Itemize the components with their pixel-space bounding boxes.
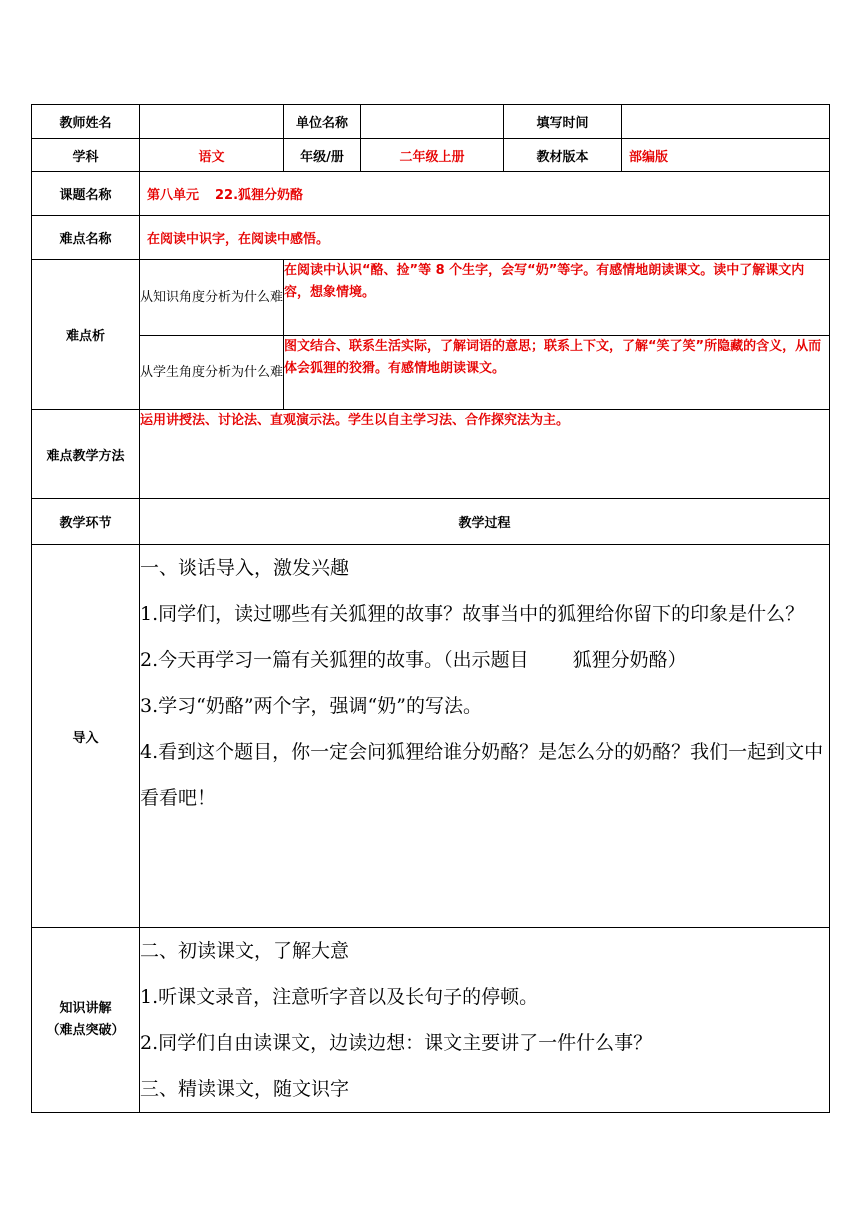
unit-name-label: 单位名称	[284, 105, 361, 139]
student-angle-value: 图文结合、联系生活实际，了解词语的意思；联系上下文，了解“笑了笑”所隐藏的含义，从而体会狐狸的狡猾。有感情地朗读课文。	[284, 336, 830, 410]
knowledge-row	[32, 928, 830, 1113]
fill-time-field[interactable]	[622, 105, 830, 139]
grade-value: 二年级上册	[361, 139, 504, 172]
student-analysis-row	[32, 336, 830, 410]
knowledge-item-2: 2.同学们自由读课文，边读边想：课文主要讲了一件什么事？	[140, 1032, 653, 1054]
knowledge-analysis-row	[32, 260, 830, 336]
method-row	[32, 410, 830, 499]
intro-item-2-end: 狐狸分奶酪）	[572, 649, 687, 671]
fill-time-label: 填写时间	[504, 105, 622, 139]
topic-title: 22.狐狸分奶酪	[215, 188, 304, 203]
subject-row	[32, 139, 830, 172]
knowledge-content	[140, 928, 830, 1113]
knowledge-heading-3: 三、精读课文，随文识字	[140, 1078, 350, 1100]
lesson-plan-table	[31, 104, 830, 1113]
knowledge-item-1: 1.听课文录音，注意听字音以及长句子的停顿。	[140, 986, 539, 1008]
edition-value: 部编版	[622, 139, 830, 172]
method-value: 运用讲授法、讨论法、直观演示法。学生以自主学习法、合作探究法为主。	[140, 410, 830, 499]
knowledge-angle-label: 从知识角度分析为什么难	[140, 260, 284, 336]
knowledge-label	[32, 928, 140, 1113]
topic-value	[140, 172, 830, 216]
grade-label: 年级/册	[284, 139, 361, 172]
knowledge-angle-value: 在阅读中认识“酪、捡”等 8 个生字，会写“奶”等字。有感情地朗读课文。读中了解课文内容，想象情境。	[284, 260, 830, 336]
intro-heading: 一、谈话导入，激发兴趣	[140, 557, 350, 579]
knowledge-label-line-2: （难点突破）	[46, 1023, 125, 1038]
intro-item-1: 1.同学们，读过哪些有关狐狸的故事？故事当中的狐狸给你留下的印象是什么？	[140, 603, 805, 625]
topic-label: 课题名称	[32, 172, 140, 216]
intro-item-3: 3.学习“奶酪”两个字，强调“奶”的写法。	[140, 695, 482, 717]
intro-row	[32, 545, 830, 928]
process-header: 教学过程	[140, 499, 830, 545]
difficulty-label: 难点名称	[32, 216, 140, 260]
intro-label: 导入	[32, 545, 140, 928]
teacher-name-field[interactable]	[140, 105, 284, 139]
intro-item-2	[140, 637, 829, 683]
topic-row	[32, 172, 830, 216]
difficulty-value: 在阅读中识字，在阅读中感悟。	[140, 216, 830, 260]
knowledge-heading: 二、初读课文，了解大意	[140, 940, 350, 962]
method-label: 难点教学方法	[32, 410, 140, 499]
difficulty-row	[32, 216, 830, 260]
intro-item-2-start: 2.今天再学习一篇有关狐狸的故事。（出示题目	[140, 649, 529, 671]
intro-item-4: 4.看到这个题目，你一定会问狐狸给谁分奶酪？是怎么分的奶酪？我们一起到文中看看吧！	[140, 741, 824, 809]
unit-name-field[interactable]	[361, 105, 504, 139]
student-angle-label: 从学生角度分析为什么难	[140, 336, 284, 410]
process-header-row	[32, 499, 830, 545]
knowledge-label-line-1: 知识讲解	[59, 1001, 112, 1016]
analysis-label: 难点析	[32, 260, 140, 410]
topic-unit: 第八单元	[147, 188, 200, 203]
edition-label: 教材版本	[504, 139, 622, 172]
intro-content	[140, 545, 830, 928]
header-row	[32, 105, 830, 139]
teacher-name-label: 教师姓名	[32, 105, 140, 139]
stage-header: 教学环节	[32, 499, 140, 545]
subject-label: 学科	[32, 139, 140, 172]
subject-value: 语文	[140, 139, 284, 172]
